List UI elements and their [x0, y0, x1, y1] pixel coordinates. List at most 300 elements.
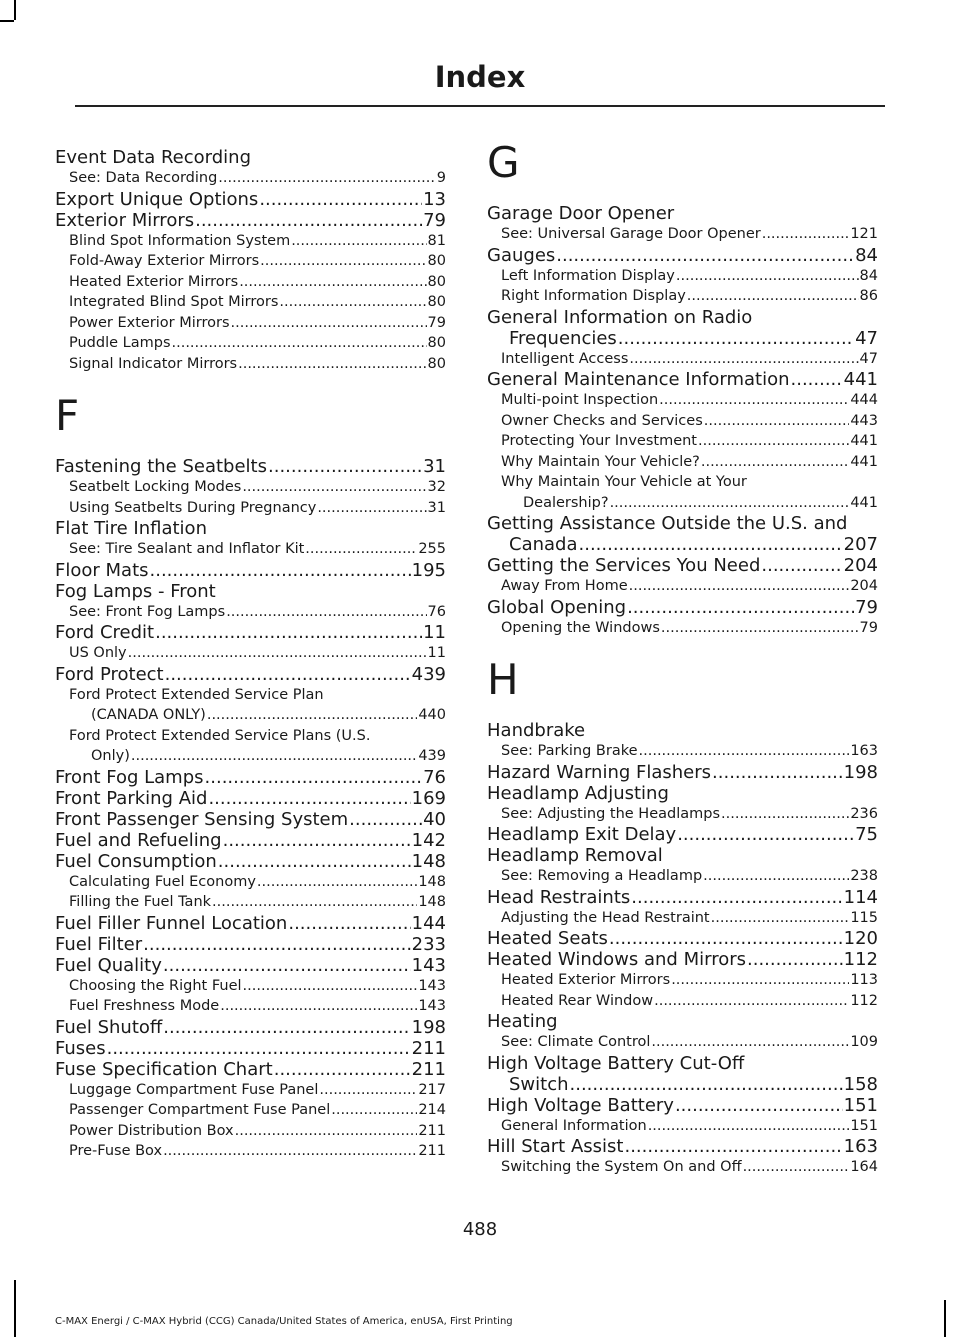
page-title: Index	[434, 60, 526, 94]
index-entry	[55, 210, 446, 231]
index-subentry	[487, 472, 878, 513]
entry-title: Front Fog Lamps	[55, 766, 204, 788]
entry-title: See: Removing a Headlamp	[501, 868, 703, 884]
index-entry-line	[501, 804, 878, 825]
section-letter: F	[55, 391, 80, 440]
dot-leader	[226, 602, 426, 623]
index-subentry	[55, 996, 446, 1017]
entry-page: 255	[418, 541, 446, 557]
dot-leader	[257, 872, 417, 893]
dot-leader	[677, 824, 854, 845]
index-entry-line	[69, 746, 446, 767]
index-entry-line	[69, 272, 446, 293]
index-subentry	[55, 726, 446, 767]
dot-leader	[624, 1136, 842, 1157]
entry-title: Protecting Your Investment	[501, 433, 697, 449]
dot-leader	[618, 328, 854, 349]
entry-title: Canada	[509, 534, 578, 555]
entry-title: Fuel and Refueling	[55, 829, 222, 851]
entry-title: Gauges	[487, 244, 556, 266]
entry-page: 151	[843, 1094, 878, 1116]
index-entry-line	[69, 685, 446, 706]
entry-page: 143	[418, 977, 446, 994]
index-subentry	[55, 1121, 446, 1142]
crop-mark	[14, 0, 16, 20]
index-subentry	[55, 643, 446, 664]
index-entry	[55, 1038, 446, 1059]
index-subentry	[487, 991, 878, 1012]
dot-leader	[698, 431, 849, 452]
dot-leader	[150, 560, 411, 581]
entry-title: Fold-Away Exterior Mirrors	[69, 253, 260, 269]
index-entry-line	[487, 1095, 878, 1116]
entry-title: Headlamp Adjusting	[487, 782, 669, 804]
dot-leader	[218, 851, 411, 872]
entry-page: 207	[843, 534, 878, 555]
entry-title: Hazard Warning Flashers	[487, 761, 712, 783]
entry-page: 11	[423, 622, 446, 643]
dot-leader	[639, 741, 850, 762]
entry-title: Multi-point Inspection	[501, 392, 659, 408]
entry-title: Choosing the Right Fuel	[69, 977, 242, 994]
entry-page: 164	[850, 1159, 878, 1175]
index-entry-line	[55, 830, 446, 851]
entry-page: 440	[418, 707, 446, 723]
dot-leader	[218, 168, 435, 189]
index-subentry	[55, 976, 446, 997]
index-subentry	[487, 411, 878, 432]
index-entry-line	[501, 472, 878, 493]
index-entry	[55, 830, 446, 851]
dot-leader	[212, 892, 417, 913]
index-entry-line	[69, 1121, 446, 1142]
entry-page: 441	[850, 433, 878, 449]
index-entry-line	[487, 887, 878, 908]
index-subentry	[487, 266, 878, 287]
index-entry	[487, 949, 878, 970]
index-entry-line	[69, 892, 446, 913]
index-entry-line	[55, 147, 446, 168]
index-subentry	[55, 872, 446, 893]
entry-page: 211	[418, 1122, 446, 1139]
index-entry-line	[55, 560, 446, 581]
section-letter: G	[487, 138, 520, 187]
index-entry-line	[487, 720, 878, 741]
index-entry-line	[501, 286, 878, 307]
footer-text: C-MAX Energi / C-MAX Hybrid (CCG) Canada/United States of America, enUSA, First Printing	[55, 1316, 513, 1327]
index-entry-line	[55, 456, 446, 477]
index-subentry	[487, 1116, 878, 1137]
entry-title: Why Maintain Your Vehicle at Your	[501, 474, 747, 490]
index-subentry	[55, 272, 446, 293]
dot-leader	[661, 618, 859, 639]
index-subentry	[55, 292, 446, 313]
entry-title: Seatbelt Locking Modes	[69, 479, 242, 495]
entry-page: 80	[427, 294, 446, 310]
index-entry-line	[55, 788, 446, 809]
index-entry-line	[501, 452, 878, 473]
index-entry-line	[55, 1017, 446, 1038]
entry-page: 80	[427, 355, 446, 372]
index-entry-line	[69, 1141, 446, 1162]
dot-leader	[659, 390, 849, 411]
index-entry	[487, 369, 878, 390]
entry-title: Away From Home	[501, 578, 628, 594]
index-subentry	[55, 892, 446, 913]
entry-title: Power Exterior Mirrors	[69, 314, 230, 331]
entry-page: 80	[427, 253, 446, 269]
entry-title: Fuel Filler Funnel Location	[55, 912, 288, 934]
entry-page: 441	[850, 453, 878, 470]
index-entry-line	[55, 851, 446, 872]
dot-leader	[239, 272, 426, 293]
dot-leader	[721, 804, 849, 825]
dot-leader	[279, 292, 426, 313]
entry-title: Export Unique Options	[55, 188, 259, 210]
entry-title: Pre-Fuse Box	[69, 1143, 163, 1159]
entry-page: 143	[418, 998, 446, 1014]
index-entry	[487, 928, 878, 949]
entry-title: Exterior Mirrors	[55, 209, 195, 231]
dot-leader	[609, 928, 843, 949]
index-entry-line	[55, 809, 446, 830]
entry-title: Head Restraints	[487, 886, 631, 908]
entry-page: 47	[855, 327, 878, 349]
entry-page: 84	[855, 244, 878, 266]
index-entry-line	[55, 955, 446, 976]
index-entry-line	[501, 431, 878, 452]
index-entry-line	[487, 1074, 878, 1095]
entry-title: Luggage Compartment Fuse Panel	[69, 1081, 319, 1098]
crop-mark	[14, 1280, 16, 1337]
entry-title: See: Adjusting the Headlamps	[501, 805, 721, 822]
index-entry	[487, 245, 878, 266]
dot-leader	[243, 976, 418, 997]
index-entry	[487, 824, 878, 845]
index-entry-line	[55, 189, 446, 210]
dot-leader	[791, 369, 843, 390]
index-entry	[487, 203, 878, 224]
index-entry-line	[55, 210, 446, 231]
entry-page: 80	[427, 335, 446, 351]
index-entry-line	[69, 292, 446, 313]
index-entry-line	[501, 224, 878, 245]
index-subentry	[487, 349, 878, 370]
index-entry-line	[487, 762, 878, 783]
dot-leader	[761, 555, 842, 576]
index-entry-line	[501, 1116, 878, 1137]
entry-page: 439	[418, 748, 446, 764]
entry-title: Heated Rear Window	[501, 992, 654, 1009]
entry-title: Why Maintain Your Vehicle?	[501, 453, 700, 470]
index-entry-line	[69, 1100, 446, 1121]
index-entry-line	[69, 498, 446, 519]
dot-leader	[629, 576, 850, 597]
dot-leader	[207, 705, 417, 726]
entry-title: Hill Start Assist	[487, 1136, 624, 1157]
index-entry	[55, 456, 446, 477]
index-entry	[55, 147, 446, 168]
entry-page: 441	[850, 494, 878, 511]
index-subentry	[55, 1141, 446, 1162]
index-entry-line	[501, 411, 878, 432]
dot-leader	[627, 597, 854, 618]
entry-title: Fuse Specification Chart	[55, 1058, 273, 1080]
entry-page: 211	[411, 1037, 446, 1059]
index-entry-line	[487, 597, 878, 618]
entry-title: Right Information Display	[501, 288, 686, 304]
index-entry-line	[55, 622, 446, 643]
index-subentry	[487, 866, 878, 887]
entry-title: Front Passenger Sensing System	[55, 808, 349, 830]
entry-title: General Information on Radio	[487, 306, 753, 328]
entry-title: High Voltage Battery	[487, 1094, 674, 1116]
dot-leader	[579, 534, 843, 555]
index-entry	[487, 783, 878, 804]
dot-leader	[274, 1059, 411, 1080]
dot-leader	[331, 1100, 417, 1121]
index-subentry	[55, 251, 446, 272]
entry-page: 148	[418, 873, 446, 890]
entry-page: 112	[843, 949, 878, 970]
index-entry-line	[55, 581, 446, 602]
dot-leader	[305, 539, 417, 560]
index-entry-line	[69, 251, 446, 272]
dot-leader	[711, 908, 850, 929]
entry-title: Getting Assistance Outside the U.S. and	[487, 513, 848, 534]
entry-title: Using Seatbelts During Pregnancy	[69, 499, 317, 516]
index-subentry	[55, 1080, 446, 1101]
index-entry-line	[487, 555, 878, 576]
index-entry-line	[55, 664, 446, 685]
entry-page: 40	[423, 808, 446, 830]
entry-page: 79	[859, 619, 878, 636]
entry-title: Puddle Lamps	[69, 335, 171, 351]
index-entry-line	[487, 307, 878, 328]
index-entry	[55, 1017, 446, 1038]
index-entry-line	[69, 1080, 446, 1101]
index-entry-line	[69, 539, 446, 560]
index-subentry	[487, 576, 878, 597]
entry-title: Power Distribution Box	[69, 1122, 234, 1139]
dot-leader	[128, 643, 427, 664]
entry-page: 121	[850, 226, 878, 242]
dot-leader	[260, 251, 426, 272]
index-entry	[55, 809, 446, 830]
index-subentry	[487, 970, 878, 991]
index-subentry	[487, 741, 878, 762]
entry-title: Heated Exterior Mirrors	[501, 972, 671, 988]
dot-leader	[268, 456, 422, 477]
index-subentry	[55, 231, 446, 252]
entry-page: 158	[843, 1073, 878, 1095]
entry-title: See: Climate Control	[501, 1034, 651, 1050]
entry-page: 31	[427, 499, 446, 516]
entry-title: Fuel Quality	[55, 954, 162, 976]
index-entry-line	[487, 928, 878, 949]
entry-title: Fuses	[55, 1037, 106, 1059]
index-entry-line	[69, 354, 446, 375]
crop-mark	[944, 1300, 946, 1337]
entry-title: Only)	[91, 748, 130, 764]
index-entry	[487, 1053, 878, 1095]
index-subentry	[55, 354, 446, 375]
entry-title: Flat Tire Inflation	[55, 518, 207, 539]
entry-title: Fog Lamps - Front	[55, 580, 216, 602]
entry-title: Ford Protect Extended Service Plans (U.S.	[69, 727, 371, 744]
index-entry	[487, 597, 878, 618]
entry-title: Intelligent Access	[501, 350, 629, 367]
index-entry	[487, 720, 878, 741]
dot-leader	[762, 224, 850, 245]
index-entry-line	[69, 996, 446, 1017]
entry-page: 151	[850, 1117, 878, 1134]
entry-title: Adjusting the Head Restraint	[501, 909, 710, 926]
index-entry-line	[487, 513, 878, 534]
dot-leader	[231, 313, 427, 334]
entry-page: 443	[850, 412, 878, 429]
index-entry-line	[501, 970, 878, 991]
dot-leader	[143, 934, 410, 955]
entry-page: 214	[418, 1102, 446, 1118]
index-entry-line	[501, 390, 878, 411]
dot-leader	[349, 809, 422, 830]
entry-title: Signal Indicator Mirrors	[69, 355, 238, 372]
index-entry-line	[55, 1038, 446, 1059]
entry-page: 163	[850, 743, 878, 759]
index-entry-line	[55, 913, 446, 934]
index-subentry	[55, 168, 446, 189]
dot-leader	[163, 955, 411, 976]
entry-page: 163	[843, 1136, 878, 1157]
entry-title: Getting the Services You Need	[487, 555, 761, 576]
index-subentry	[55, 498, 446, 519]
entry-page: 195	[411, 559, 446, 581]
entry-title: Switch	[509, 1073, 569, 1095]
index-entry-line	[69, 976, 446, 997]
entry-page: 79	[855, 596, 878, 618]
entry-title: General Information	[501, 1117, 647, 1134]
index-column-right	[487, 138, 878, 1178]
entry-page: 444	[850, 392, 878, 408]
entry-page: 47	[859, 350, 878, 367]
index-subentry	[487, 908, 878, 929]
entry-title: High Voltage Battery Cut-Off	[487, 1052, 745, 1074]
index-entry-line	[69, 168, 446, 189]
entry-title: Owner Checks and Services	[501, 412, 703, 429]
entry-title: Fuel Filter	[55, 933, 143, 955]
index-entry-line	[487, 203, 878, 224]
entry-page: 31	[423, 456, 446, 477]
dot-leader	[163, 1017, 410, 1038]
entry-title: Frequencies	[509, 327, 617, 349]
index-entry-line	[69, 705, 446, 726]
entry-title: (CANADA ONLY)	[91, 707, 206, 723]
entry-title: Ford Protect Extended Service Plan	[69, 686, 324, 703]
dot-leader	[155, 622, 422, 643]
index-subentry	[55, 477, 446, 498]
entry-title: Garage Door Opener	[487, 203, 675, 224]
entry-title: See: Front Fog Lamps	[69, 603, 226, 620]
entry-title: Heated Windows and Mirrors	[487, 949, 746, 970]
index-entry-line	[501, 741, 878, 762]
dot-leader	[712, 762, 843, 783]
entry-page: 233	[411, 933, 446, 955]
index-entry-line	[69, 477, 446, 498]
dot-leader	[220, 996, 417, 1017]
index-subentry	[55, 313, 446, 334]
index-subentry	[487, 1032, 878, 1053]
index-entry	[55, 664, 446, 685]
index-entry-line	[501, 1032, 878, 1053]
page-number: 488	[462, 1219, 498, 1240]
dot-leader	[654, 991, 849, 1012]
dot-leader	[223, 830, 411, 851]
entry-title: Dealership?	[523, 494, 609, 511]
entry-title: Heated Exterior Mirrors	[69, 273, 239, 290]
dot-leader	[131, 746, 417, 767]
entry-page: 76	[423, 766, 446, 788]
entry-page: 148	[411, 850, 446, 872]
dot-leader	[701, 452, 849, 473]
entry-page: 9	[436, 170, 446, 186]
entry-title: Blind Spot Information System	[69, 232, 291, 249]
entry-page: 198	[843, 761, 878, 783]
entry-page: 439	[411, 663, 446, 685]
index-subentry	[55, 539, 446, 560]
index-entry-line	[487, 1053, 878, 1074]
index-entry	[55, 851, 446, 872]
index-subentry	[55, 685, 446, 726]
dot-leader	[610, 493, 850, 514]
entry-page: 75	[855, 824, 878, 845]
index-entry-line	[487, 245, 878, 266]
entry-page: 86	[859, 288, 878, 304]
index-subentry	[487, 224, 878, 245]
dot-leader	[743, 1157, 850, 1178]
dot-leader	[629, 349, 858, 370]
entry-page: 441	[843, 369, 878, 390]
index-entry	[55, 955, 446, 976]
index-subentry	[487, 452, 878, 473]
dot-leader	[704, 411, 850, 432]
dot-leader	[288, 913, 410, 934]
dot-leader	[235, 1121, 418, 1142]
dot-leader	[242, 477, 426, 498]
index-entry	[55, 581, 446, 602]
dot-leader	[687, 286, 859, 307]
dot-leader	[570, 1074, 843, 1095]
index-entry-line	[69, 872, 446, 893]
index-entry-line	[501, 991, 878, 1012]
index-entry-line	[69, 313, 446, 334]
entry-page: 80	[427, 273, 446, 290]
index-entry	[487, 1136, 878, 1157]
index-entry	[55, 518, 446, 539]
index-subentry	[55, 333, 446, 354]
entry-title: See: Tire Sealant and Inflator Kit	[69, 541, 305, 557]
entry-title: See: Universal Garage Door Opener	[501, 226, 761, 242]
dot-leader	[172, 333, 427, 354]
dot-leader	[671, 970, 849, 991]
entry-title: Integrated Blind Spot Mirrors	[69, 294, 279, 310]
dot-leader	[107, 1038, 411, 1059]
dot-leader	[317, 498, 426, 519]
entry-page: 13	[423, 188, 446, 210]
index-subentry	[487, 431, 878, 452]
entry-title: Fuel Freshness Mode	[69, 998, 220, 1014]
index-entry	[55, 1059, 446, 1080]
